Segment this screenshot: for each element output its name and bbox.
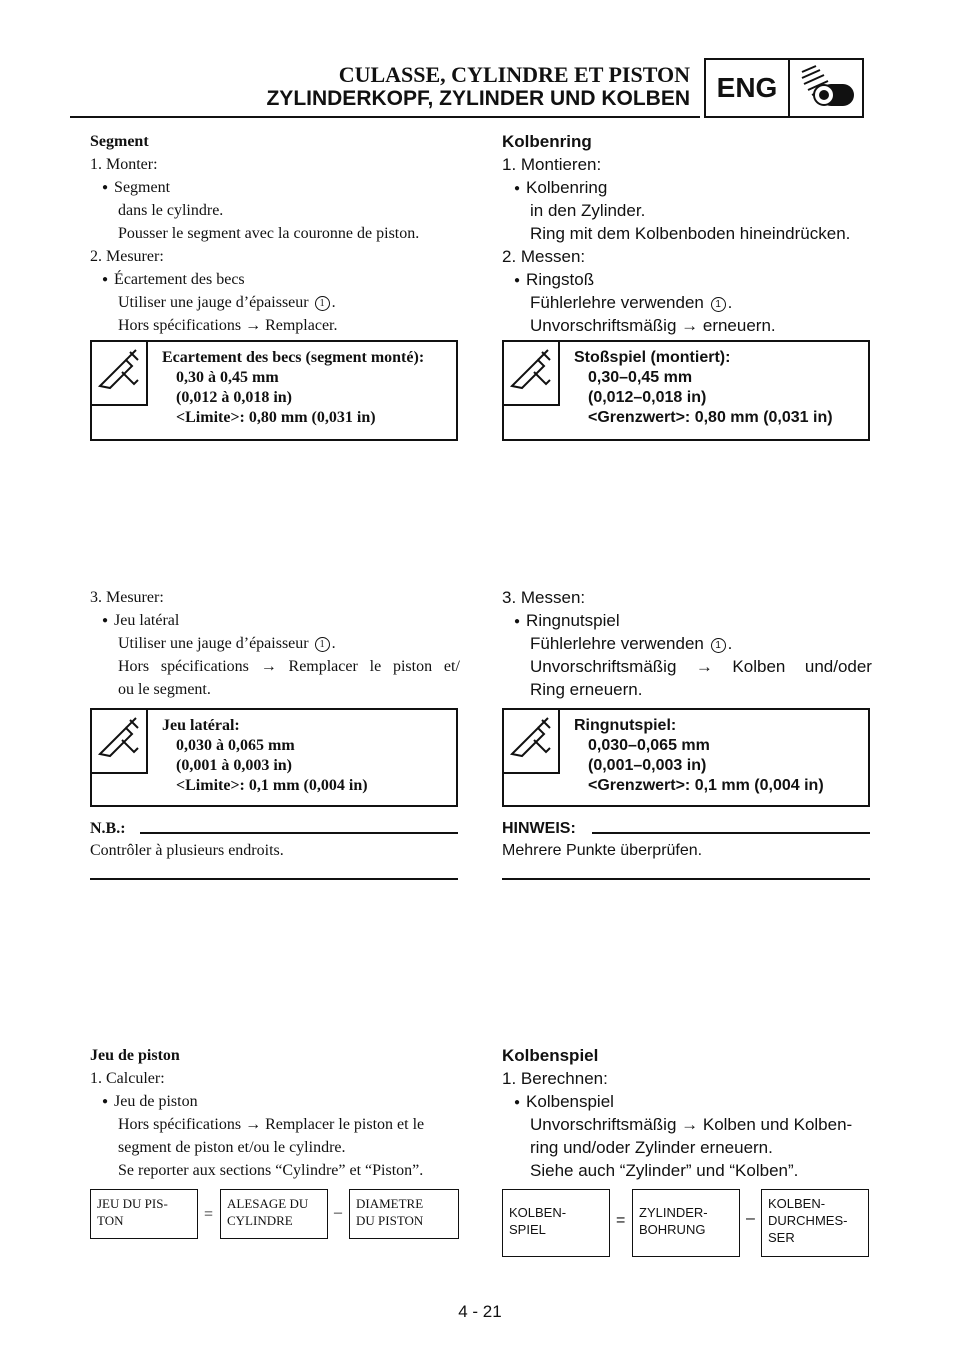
de-bullet-piston: ● Kolbenspiel [502,1090,872,1113]
fr-note-title: N.B.: [90,820,134,838]
spec-value: 0,30–0,45 mm [588,369,693,386]
fr-bullet-gap: ● Écartement des becs [90,268,460,291]
de-formula-diameter: KOLBEN- DURCHMES- SER [761,1189,869,1257]
minus-sign: – [746,1210,755,1227]
de-text-line: Fühlerlehre verwenden 1 . [530,293,733,312]
de-step-1: 1. Montieren: [502,155,602,174]
fr-bullet-piston: ● Jeu de piston [90,1090,460,1113]
de-text-line: Fühlerlehre verwenden 1 . [530,634,733,653]
de-text-line: Ring mit dem Kolbenboden hineindrücken. [530,224,851,243]
fr-text-line: Hors spécifications → Remplacer. [118,317,338,334]
spec-limit: <Grenzwert>: 0,80 mm (0,031 in) [588,409,833,426]
feeler-gauge-icon [92,342,146,404]
spec-value: (0,001–0,003 in) [588,757,707,774]
de-text-line: in den Zylinder. [530,201,646,220]
de-text-line: ring und/oder Zylinder erneuern. [530,1138,773,1157]
equals-sign: = [204,1206,214,1223]
fr-bullet-segment: ● Segment [90,176,460,199]
de-note-title: HINWEIS: [502,820,584,838]
de-note-body: Mehrere Punkte überprüfen. [502,842,703,859]
fr-formula-bore: ALESAGE DU CYLINDRE [220,1189,328,1239]
fr-spec-box-side [90,708,458,807]
engine-bolt-icon [794,62,860,114]
de-text-line: Ring erneuern. [530,680,643,699]
de-text-line: Unvorschriftsmäßig → Kolben und Kolben- [530,1115,853,1134]
de-note [502,820,870,880]
fr-spec-box-gap [90,340,458,441]
de-text-line: Unvorschriftsmäßig → Kolben und/oder [530,657,872,676]
de-piston-clearance-section [502,1044,872,1182]
spec-limit: <Limite>: 0,1 mm (0,004 in) [176,777,368,794]
page-number: 4 - 21 [458,1302,502,1321]
fr-step-2: 2. Mesurer: [90,248,164,265]
fr-note [90,820,458,880]
header-title-fr: CULASSE, CYLINDRE ET PISTON [338,62,690,87]
de-piston-title: Kolbenspiel [502,1046,599,1065]
equals-sign: = [616,1212,626,1229]
spec-value: (0,012 à 0,018 in) [176,389,292,406]
fr-text-line: Utiliser une jauge d’épaisseur 1 . [118,635,336,652]
fr-bullet-side: ● Jeu latéral [90,609,460,632]
de-bullet-gap: ● Ringstoß [502,268,872,291]
de-text-line: Siehe auch “Zylinder” und “Kolben”. [530,1161,799,1180]
spec-text [574,348,833,428]
fr-text-line: dans le cylindre. [118,202,224,219]
spec-text [574,716,824,796]
fr-piston-title: Jeu de piston [90,1047,180,1064]
fr-side-clearance-section [90,586,460,701]
spec-text [162,716,368,796]
spec-value: 0,030–0,065 mm [588,737,710,754]
de-spec-box-gap [502,340,870,441]
fr-formula-diameter: DIAMETRE DU PISTON [349,1189,459,1239]
header-rule [70,116,700,118]
fr-text-line: Pousser le segment avec la couronne de piston. [118,225,420,242]
spec-value: (0,012–0,018 in) [588,389,707,406]
de-step-3: 3. Messen: [502,588,586,607]
feeler-gauge-icon [504,342,558,404]
fr-step-3: 3. Mesurer: [90,589,164,606]
spec-value: 0,30 à 0,45 mm [176,369,279,386]
section-tag-label: ENG [706,60,790,116]
feeler-gauge-icon [504,710,558,772]
feeler-gauge-icon [92,710,146,772]
callout-1: 1 [315,296,330,311]
fr-text-line: Se reporter aux sections “Cylindre” et “Piston”. [118,1162,424,1179]
de-formula-bore: ZYLINDER- BOHRUNG [632,1189,740,1257]
spec-title: Stoßspiel (montiert): [574,349,731,366]
callout-1: 1 [711,638,726,653]
spec-value: (0,001 à 0,003 in) [176,757,292,774]
de-groove-section [502,586,872,701]
de-bullet-groove: ● Ringnutspiel [502,609,872,632]
fr-text-line: Utiliser une jauge d’épaisseur 1 . [118,294,336,311]
spec-limit: <Limite>: 0,80 mm (0,031 in) [176,409,376,426]
callout-1: 1 [711,297,726,312]
fr-step-1: 1. Monter: [90,156,158,173]
fr-text-line: Hors spécifications → Remplacer le piston et le [118,1116,425,1133]
fr-text-line: ou le segment. [118,681,211,698]
fr-formula-clearance: JEU DU PIS- TON [90,1189,198,1239]
de-ring-title: Kolbenring [502,132,592,151]
spec-limit: <Grenzwert>: 0,1 mm (0,004 in) [588,777,824,794]
fr-step-1: 1. Calculer: [90,1070,165,1087]
callout-1: 1 [315,637,330,652]
de-formula-clearance: KOLBEN- SPIEL [502,1189,610,1257]
de-ring-section [502,130,872,337]
de-text-line: Unvorschriftsmäßig → erneuern. [530,316,776,335]
spec-title: Jeu latéral: [162,717,240,734]
fr-segment-section [90,130,460,337]
spec-title: Ringnutspiel: [574,717,677,734]
fr-note-body: Contrôler à plusieurs endroits. [90,842,284,859]
section-tag [704,58,864,118]
fr-text-line: segment de piston et/ou le cylindre. [118,1139,346,1156]
de-spec-box-groove [502,708,870,807]
fr-text-line: Hors spécifications → Remplacer le piston et/ [118,658,460,675]
spec-value: 0,030 à 0,065 mm [176,737,295,754]
header-title-de: ZYLINDERKOPF, ZYLINDER UND KOLBEN [266,87,690,110]
fr-piston-clearance-section [90,1044,460,1182]
spec-title: Ecartement des becs (segment monté): [162,349,425,366]
minus-sign: – [334,1204,342,1221]
de-step-2: 2. Messen: [502,247,586,266]
spec-text [162,348,424,428]
fr-segment-title: Segment [90,133,149,150]
de-step-1: 1. Berechnen: [502,1069,608,1088]
de-bullet-ring: ● Kolbenring [502,176,872,199]
